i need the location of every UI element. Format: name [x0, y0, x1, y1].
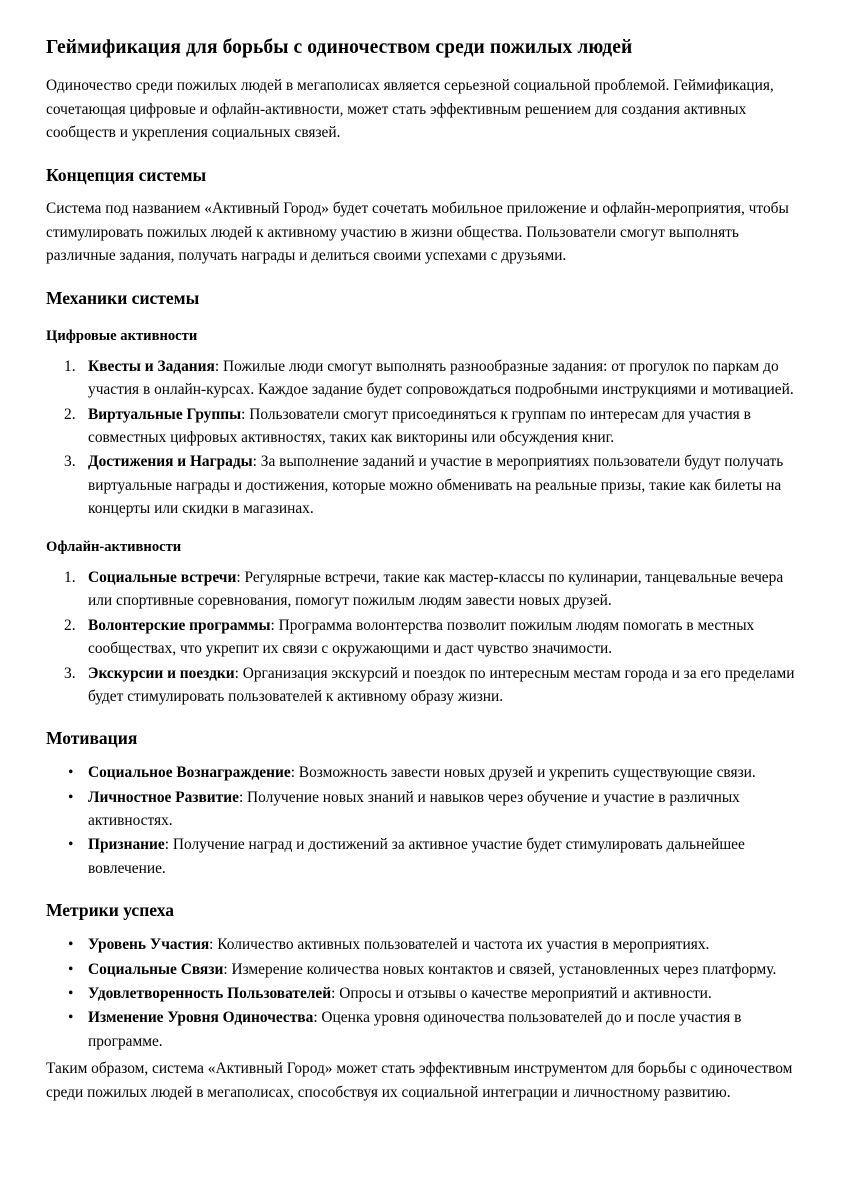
- section-heading-concept: Концепция системы: [46, 164, 207, 185]
- list-item-text: : За выполнение заданий и участие в мероприятиях пользователи будут получать виртуальные награды и достижения, которые можно обменивать на реальные призы, такие как билеты на концерты или скидки в магазинах.: [88, 453, 784, 518]
- list-item: [64, 355, 796, 402]
- bullet-icon: •: [68, 764, 74, 782]
- list-marker: 3.: [64, 453, 76, 471]
- list-item-term: Социальные Связи: [88, 960, 224, 978]
- bullet-icon: •: [68, 836, 74, 854]
- section-heading-mechanics: Механики системы: [46, 287, 200, 308]
- concept-paragraph: Система под названием «Активный Город» будет сочетать мобильное приложение и офлайн-мероприятия, чтобы стимулировать пожилых людей к активному участию в жизни общества. Пользователи смогут выполнять различные задания, получать награды и делиться своими успехами с друзьями.: [46, 200, 789, 265]
- bullet-icon: •: [68, 1009, 74, 1027]
- list-marker: 2.: [64, 616, 76, 634]
- list-item: [64, 958, 796, 981]
- list-item-term: Волонтерские программы: [88, 616, 271, 634]
- bullet-icon: •: [68, 984, 74, 1002]
- offline-activities-list-block: [64, 566, 796, 708]
- list-item-text: : Опросы и отзывы о качестве мероприятий и активности.: [331, 984, 712, 1002]
- list-item-text: : Пожилые люди смогут выполнять разнообразные задания: от прогулок по паркам до участия в онлайн-курсах. Каждое задание будет сопровождаться подробными инструкциями и мотивацией.: [88, 357, 794, 399]
- list-item-term: Удовлетворенность Пользователей: [88, 984, 332, 1002]
- list-item-text: : Программа волонтерства позволит пожилым людям помогать в местных сообществах, что укрепит их связи с окружающими и даст чувство значимости.: [88, 616, 755, 658]
- list-item: [64, 982, 796, 1005]
- digital-activities-list-block: [64, 355, 796, 521]
- motivation-list: [64, 761, 796, 880]
- list-marker: 2.: [64, 405, 76, 423]
- section-heading-metrics: Метрики успеха: [46, 900, 174, 921]
- list-item-text: : Количество активных пользователей и частота их участия в мероприятиях.: [209, 936, 710, 954]
- intro-paragraph: Одиночество среди пожилых людей в мегаполисах является серьезной социальной проблемой. Геймификация, сочетающая цифровые и офлайн-активности, может стать эффективным решением для создания активных сообществ и укрепления социальных связей.: [46, 77, 774, 142]
- bullet-icon: •: [68, 788, 74, 806]
- motivation-list-block: [64, 761, 796, 880]
- list-item-term: Экскурсии и поездки: [88, 664, 235, 682]
- list-item-term: Социальные встречи: [88, 568, 237, 586]
- list-item-text: : Измерение количества новых контактов и связей, установленных через платформу.: [223, 960, 777, 978]
- list-marker: 3.: [64, 664, 76, 682]
- list-item: [64, 761, 796, 784]
- list-item-term: Социальное Вознаграждение: [88, 764, 291, 782]
- list-item-term: Уровень Участия: [88, 936, 210, 954]
- section-heading-motivation: Мотивация: [46, 728, 138, 749]
- metrics-list: [64, 933, 796, 1053]
- list-item: [64, 833, 796, 880]
- list-item: [64, 933, 796, 956]
- list-item: [64, 614, 796, 661]
- list-marker: 1.: [64, 568, 76, 586]
- list-item-term: Признание: [88, 836, 165, 854]
- list-item-text: : Пользователи смогут присоединяться к группам по интересам для участия в совместных цифровых активностях, таких как викторины или обсуждения книг.: [88, 405, 751, 447]
- bullet-icon: •: [68, 936, 74, 954]
- metrics-list-block: [64, 933, 796, 1053]
- list-item-text: : Получение наград и достижений за активное участие будет стимулировать дальнейшее вовлечение.: [88, 836, 745, 877]
- list-item: [64, 662, 796, 709]
- list-item-text: : Получение новых знаний и навыков через обучение и участие в различных активностях.: [88, 788, 740, 829]
- list-item: [64, 1006, 796, 1053]
- digital-activities-list: [64, 355, 796, 521]
- list-item-text: : Оценка уровня одиночества пользователей до и после участия в программе.: [88, 1009, 742, 1050]
- offline-activities-list: [64, 566, 796, 708]
- list-item-term: Достижения и Награды: [88, 453, 253, 471]
- subheading-offline-activities: Офлайн-активности: [46, 538, 182, 555]
- list-item: [64, 786, 796, 833]
- list-item-text: : Организация экскурсий и поездок по интересным местам города и за его пределами будет стимулировать пользователей к активному образу жизни.: [88, 664, 795, 705]
- list-item: [64, 450, 796, 520]
- conclusion-paragraph: Таким образом, система «Активный Город» может стать эффективным инструментом для борьбы с одиночеством среди пожилых людей в мегаполисах, способствуя их социальной интеграции и личностному развитию.: [46, 1060, 793, 1101]
- list-item-term: Виртуальные Группы: [88, 405, 242, 423]
- page-title: Геймификация для борьбы с одиночеством среди пожилых людей: [46, 37, 633, 58]
- list-marker: 1.: [64, 357, 76, 375]
- list-item: [64, 566, 796, 613]
- list-item-text: : Возможность завести новых друзей и укрепить существующие связи.: [290, 764, 756, 782]
- list-item-term: Квесты и Задания: [88, 357, 215, 375]
- list-item-text: : Регулярные встречи, такие как мастер-классы по кулинарии, танцевальные вечера или спортивные соревнования, помогут пожилым людям завести новых друзей.: [88, 568, 784, 610]
- bullet-icon: •: [68, 960, 74, 978]
- subheading-digital-activities: Цифровые активности: [46, 327, 198, 344]
- list-item-term: Личностное Развитие: [88, 788, 239, 806]
- list-item: [64, 403, 796, 450]
- list-item-term: Изменение Уровня Одиночества: [88, 1009, 314, 1027]
